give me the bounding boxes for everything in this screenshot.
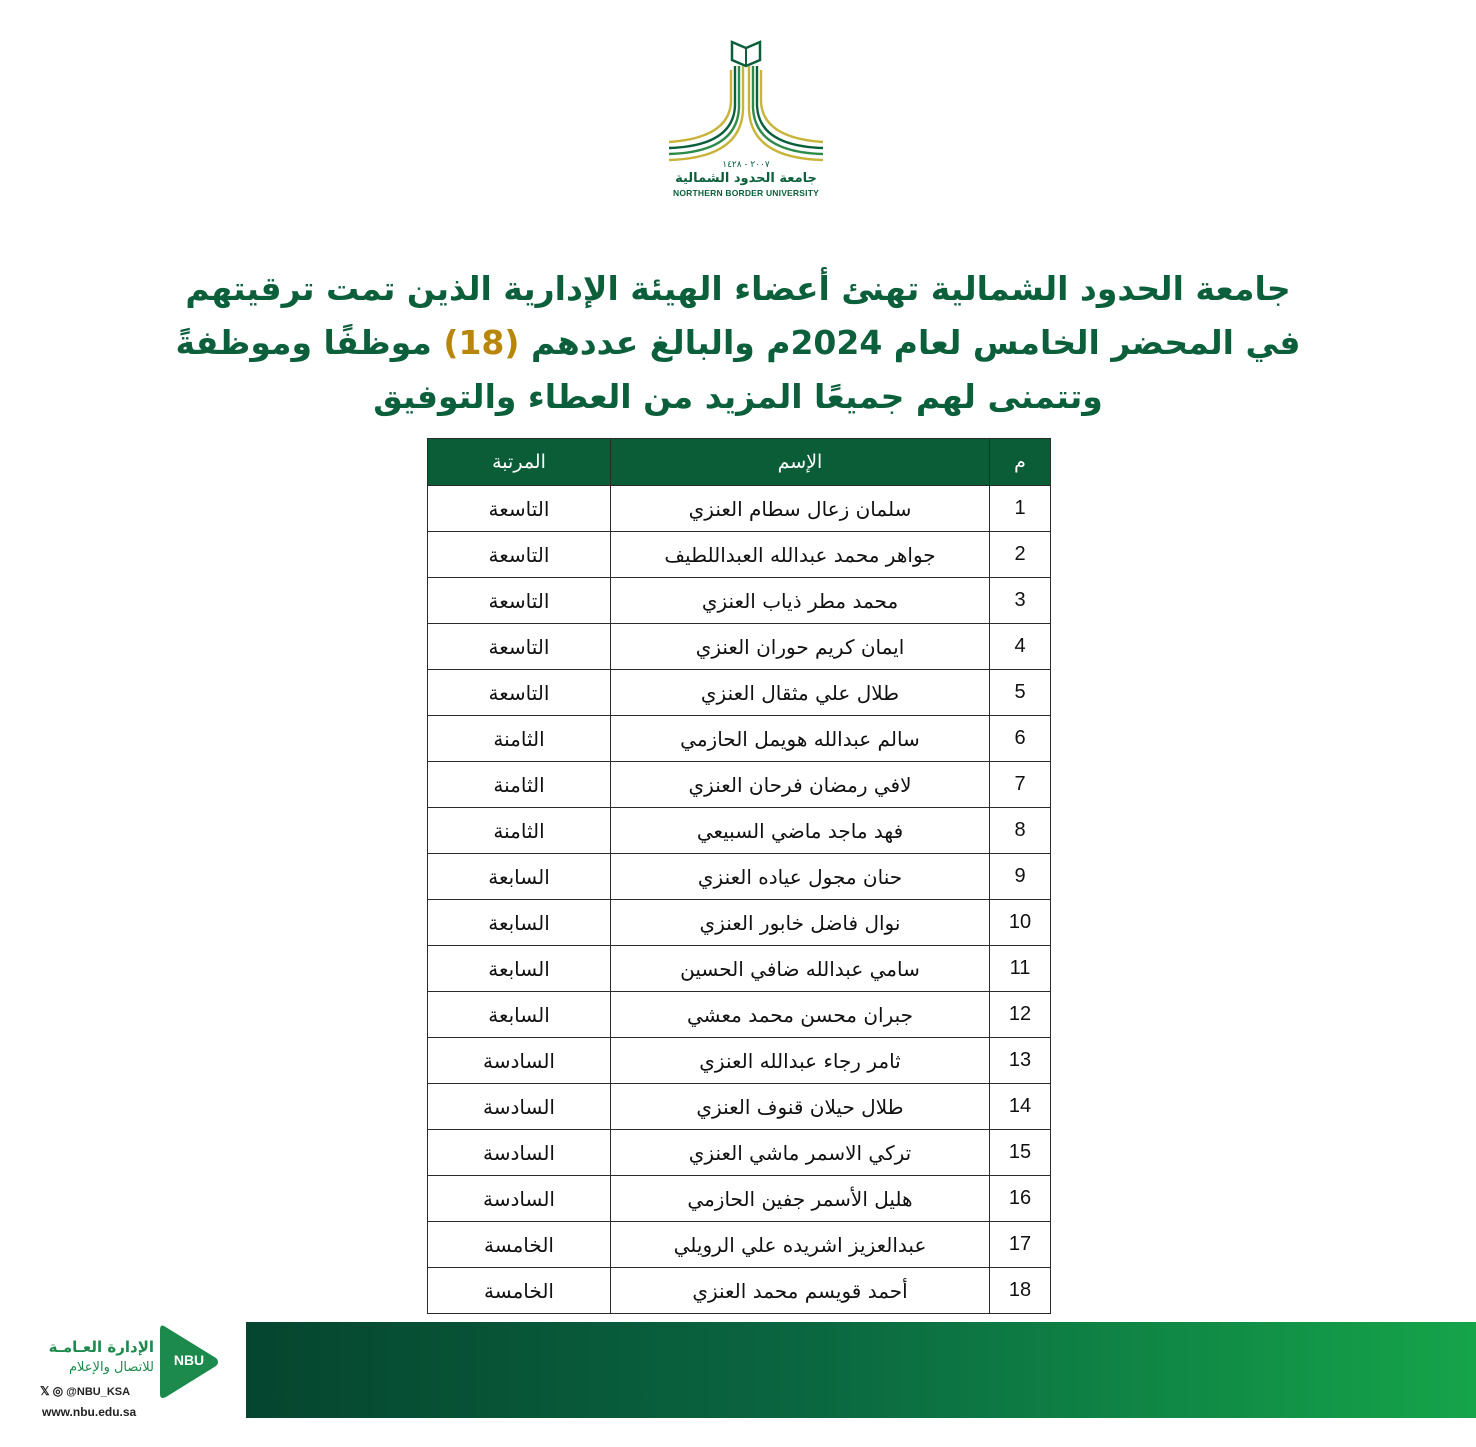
cell-num: 9	[990, 854, 1051, 900]
table-row	[428, 992, 1051, 1038]
header-num: م	[990, 439, 1051, 486]
logo-name-ar: جامعة الحدود الشمالية	[675, 171, 817, 186]
university-emblem-icon	[661, 36, 831, 164]
cell-name: جبران محسن محمد معشي	[611, 992, 990, 1038]
cell-name: لافي رمضان فرحان العنزي	[611, 762, 990, 808]
cell-name: أحمد قويسم محمد العنزي	[611, 1268, 990, 1314]
cell-name: طلال علي مثقال العنزي	[611, 670, 990, 716]
cell-name: سالم عبدالله هويمل الحازمي	[611, 716, 990, 762]
cell-name: هليل الأسمر جفين الحازمي	[611, 1176, 990, 1222]
cell-num: 17	[990, 1222, 1051, 1268]
cell-rank: التاسعة	[428, 532, 611, 578]
cell-name: عبدالعزيز اشريده علي الرويلي	[611, 1222, 990, 1268]
cell-name: طلال حيلان قنوف العنزي	[611, 1084, 990, 1130]
cell-num: 5	[990, 670, 1051, 716]
table-row	[428, 900, 1051, 946]
cell-name: سلمان زعال سطام العنزي	[611, 486, 990, 532]
cell-rank: السابعة	[428, 854, 611, 900]
cell-name: ايمان كريم حوران العنزي	[611, 624, 990, 670]
cell-num: 7	[990, 762, 1051, 808]
table-row	[428, 946, 1051, 992]
footer-website[interactable]: www.nbu.edu.sa	[42, 1405, 137, 1419]
table-row	[428, 762, 1051, 808]
cell-rank: السادسة	[428, 1176, 611, 1222]
header-rank: المرتبة	[428, 439, 611, 486]
social-handle[interactable]: @NBU_KSA	[66, 1386, 131, 1398]
cell-num: 13	[990, 1038, 1051, 1084]
cell-rank: السابعة	[428, 992, 611, 1038]
cell-name: حنان مجول عياده العنزي	[611, 854, 990, 900]
table-row	[428, 670, 1051, 716]
table-row	[428, 486, 1051, 532]
cell-name: تركي الاسمر ماشي العنزي	[611, 1130, 990, 1176]
cell-num: 4	[990, 624, 1051, 670]
x-icon[interactable]: 𝕏	[40, 1384, 50, 1398]
cell-num: 12	[990, 992, 1051, 1038]
promotions-table	[427, 438, 1051, 1314]
cell-rank: السابعة	[428, 900, 611, 946]
cell-name: ثامر رجاء عبدالله العنزي	[611, 1038, 990, 1084]
cell-rank: التاسعة	[428, 578, 611, 624]
cell-num: 11	[990, 946, 1051, 992]
table-row	[428, 1084, 1051, 1130]
table-row	[428, 1176, 1051, 1222]
table-row	[428, 716, 1051, 762]
headline-line-3: وتتمنى لهم جميعًا المزيد من العطاء والتوفيق	[373, 377, 1103, 416]
cell-num: 15	[990, 1130, 1051, 1176]
table-row	[428, 532, 1051, 578]
cell-name: جواهر محمد عبدالله العبداللطيف	[611, 532, 990, 578]
cell-num: 2	[990, 532, 1051, 578]
cell-rank: السابعة	[428, 946, 611, 992]
table-row	[428, 1268, 1051, 1314]
cell-num: 3	[990, 578, 1051, 624]
cell-name: فهد ماجد ماضي السبيعي	[611, 808, 990, 854]
headline-line-2	[100, 316, 1376, 370]
table-row	[428, 578, 1051, 624]
headline	[100, 262, 1376, 424]
university-logo	[660, 36, 832, 208]
cell-rank: الخامسة	[428, 1268, 611, 1314]
cell-name: محمد مطر ذياب العنزي	[611, 578, 990, 624]
logo-established: ٢٠٠٧ - ١٤٢٨	[722, 160, 770, 170]
table-row	[428, 1130, 1051, 1176]
footer-dept-line-2: للاتصال والإعلام	[68, 1360, 154, 1375]
cell-num: 16	[990, 1176, 1051, 1222]
cell-rank: الثامنة	[428, 716, 611, 762]
cell-rank: الثامنة	[428, 808, 611, 854]
cell-num: 6	[990, 716, 1051, 762]
cell-rank: السادسة	[428, 1084, 611, 1130]
cell-num: 18	[990, 1268, 1051, 1314]
footer-social	[40, 1384, 130, 1398]
footer-gradient-bar	[246, 1322, 1476, 1418]
nbu-badge-label: NBU	[173, 1352, 205, 1368]
footer-dept-line-1: الإدارة العـامـة	[48, 1338, 154, 1356]
cell-rank: السادسة	[428, 1130, 611, 1176]
table-row	[428, 1038, 1051, 1084]
cell-rank: الثامنة	[428, 762, 611, 808]
table-body	[428, 486, 1051, 1314]
table-row	[428, 808, 1051, 854]
table-row	[428, 854, 1051, 900]
cell-rank: التاسعة	[428, 486, 611, 532]
instagram-icon[interactable]: ◎	[52, 1384, 64, 1398]
cell-num: 1	[990, 486, 1051, 532]
cell-rank: التاسعة	[428, 624, 611, 670]
headline-line-2-end: موظفًا وموظفةً	[175, 323, 432, 362]
table-row	[428, 1222, 1051, 1268]
cell-name: نوال فاضل خابور العنزي	[611, 900, 990, 946]
cell-num: 14	[990, 1084, 1051, 1130]
cell-name: سامي عبدالله ضافي الحسين	[611, 946, 990, 992]
table-header-row	[428, 439, 1051, 486]
promotion-count: (18)	[443, 323, 520, 362]
footer-brand	[30, 1322, 230, 1422]
cell-rank: السادسة	[428, 1038, 611, 1084]
cell-num: 10	[990, 900, 1051, 946]
headline-line-1: جامعة الحدود الشمالية تهنئ أعضاء الهيئة الإدارية الذين تمت ترقيتهم	[185, 269, 1291, 308]
cell-num: 8	[990, 808, 1051, 854]
logo-name-en: NORTHERN BORDER UNIVERSITY	[673, 188, 819, 198]
headline-line-2-start: في المحضر الخامس لعام 2024م والبالغ عددهم	[530, 323, 1301, 362]
cell-rank: الخامسة	[428, 1222, 611, 1268]
cell-rank: التاسعة	[428, 670, 611, 716]
header-name: الإسم	[611, 439, 990, 486]
table-row	[428, 624, 1051, 670]
